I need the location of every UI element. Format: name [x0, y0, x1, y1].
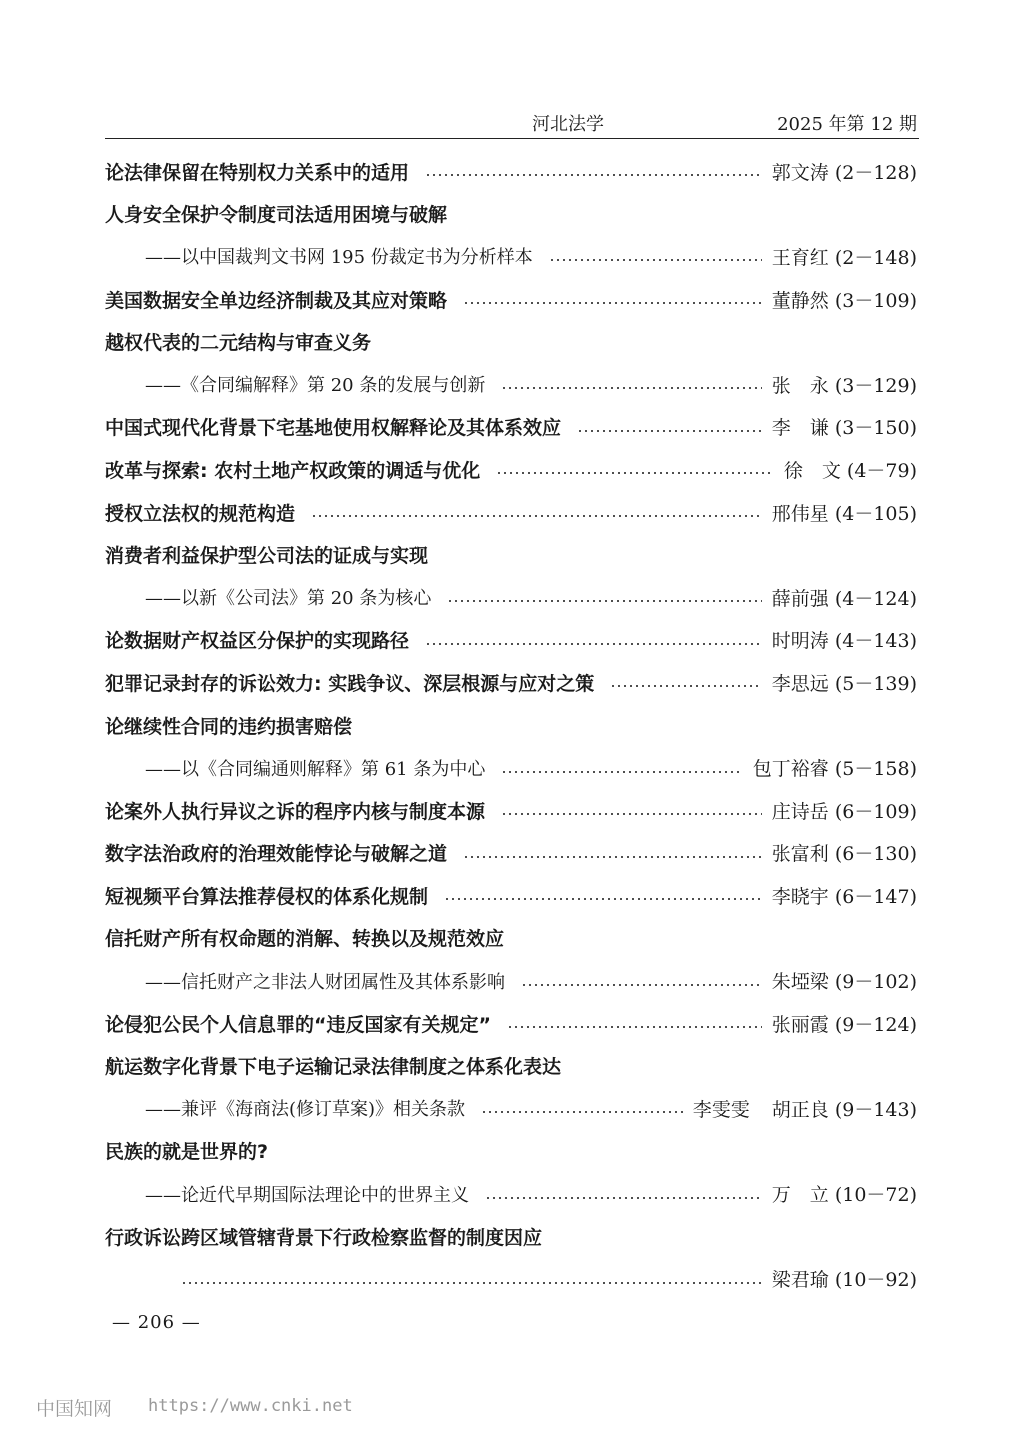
entry-issue-page: (3－129)	[834, 374, 917, 397]
entry-author: 胡正良	[771, 1098, 829, 1121]
toc-entry	[105, 1215, 917, 1258]
entry-author: 李思远	[771, 672, 829, 695]
toc-entry	[105, 150, 917, 193]
toc-entry	[105, 278, 917, 321]
toc-subtitle-entry	[105, 959, 917, 1002]
dot-leader	[481, 1111, 683, 1113]
entry-title: 美国数据安全单边经济制裁及其应对策略	[105, 289, 448, 312]
toc-entry	[105, 1044, 917, 1087]
entry-issue-page: (4－79)	[846, 459, 917, 482]
page-number: — 206 —	[112, 1312, 201, 1333]
entry-title: 论数据财产权益区分保护的实现路径	[105, 630, 410, 653]
toc-entry	[105, 193, 917, 236]
toc-entry	[105, 1130, 917, 1173]
toc-subtitle-entry	[105, 235, 917, 278]
entry-author: 张丽霞	[771, 1013, 829, 1036]
entry-title: 中国式现代化背景下宅基地使用权解释论及其体系效应	[105, 417, 562, 440]
dot-leader	[610, 685, 762, 687]
entry-issue-page: (4－143)	[834, 630, 917, 653]
dot-leader	[463, 856, 762, 858]
toc-entry	[105, 917, 917, 960]
dot-leader	[444, 898, 762, 900]
entry-title: 论法律保留在特别权力关系中的适用	[105, 161, 410, 184]
entry-title: ——信托财产之非法人财团属性及其体系影响	[145, 971, 505, 993]
entry-issue-page: (10－72)	[834, 1184, 917, 1207]
toc-subtitle-entry	[105, 1172, 917, 1215]
dot-leader	[311, 515, 762, 517]
entry-author: 万 立	[771, 1184, 829, 1207]
entry-issue-page: (4－105)	[834, 502, 917, 525]
entry-issue-page: (3－150)	[834, 417, 917, 440]
entry-issue-page: (9－143)	[834, 1098, 917, 1121]
toc-entry	[105, 320, 917, 363]
page-header	[105, 108, 919, 139]
toc-continuation-entry	[105, 1257, 917, 1300]
dot-leader	[501, 387, 761, 389]
toc-entry	[105, 661, 917, 704]
entry-title: 犯罪记录封存的诉讼效力: 实践争议、深层根源与应对之策	[105, 672, 595, 695]
entry-issue-page: (5－158)	[834, 758, 917, 781]
entry-title: 民族的就是世界的?	[105, 1141, 269, 1164]
entry-issue-page: (4－124)	[834, 587, 917, 610]
dot-leader	[507, 1026, 762, 1028]
dot-leader	[181, 1282, 762, 1284]
entry-issue-page: (6－147)	[834, 885, 917, 908]
entry-author: 李晓宇	[771, 885, 829, 908]
toc-entry	[105, 533, 917, 576]
entry-author: 庄诗岳	[771, 800, 829, 823]
entry-author: 包丁裕睿	[752, 758, 829, 781]
entry-title: 论继续性合同的违约损害赔偿	[105, 715, 353, 738]
entry-title: 信托财产所有权命题的消解、转换以及规范效应	[105, 928, 505, 951]
journal-title: 河北法学	[532, 114, 604, 135]
entry-author: 邢伟星	[771, 502, 829, 525]
entry-author: 徐 文	[783, 459, 841, 482]
entry-title: 越权代表的二元结构与审查义务	[105, 332, 372, 355]
dot-leader	[501, 771, 742, 773]
table-of-contents	[105, 150, 917, 1300]
entry-issue-page: (2－148)	[834, 246, 917, 269]
entry-issue-page: (5－139)	[834, 672, 917, 695]
entry-title: 论案外人执行异议之诉的程序内核与制度本源	[105, 800, 486, 823]
entry-coauthor: 李雯雯	[692, 1098, 750, 1121]
toc-entry	[105, 789, 917, 832]
dot-leader	[463, 302, 762, 304]
cnki-watermark: 中国知网	[36, 1398, 113, 1420]
dot-leader	[447, 600, 761, 602]
entry-author: 王育红	[771, 246, 829, 269]
entry-title: 改革与探索: 农村土地产权政策的调适与优化	[105, 459, 481, 482]
dot-leader	[521, 984, 762, 986]
entry-issue-page: (9－102)	[834, 971, 917, 994]
entry-title: ——以新《公司法》第 20 条为核心	[145, 588, 432, 610]
entry-author: 薛前强	[771, 587, 829, 610]
entry-issue-page: (10－92)	[834, 1269, 917, 1292]
entry-author: 李 谦	[771, 417, 829, 440]
entry-title: ——以《合同编通则解释》第 61 条为中心	[145, 758, 486, 780]
issue-label: 2025 年第 12 期	[777, 114, 917, 135]
entry-title: 消费者利益保护型公司法的证成与实现	[105, 545, 429, 568]
toc-entry	[105, 832, 917, 875]
entry-issue-page: (6－130)	[834, 843, 917, 866]
toc-entry	[105, 448, 917, 491]
toc-entry	[105, 704, 917, 747]
entry-title: ——《合同编解释》第 20 条的发展与创新	[145, 375, 486, 397]
dot-leader	[549, 259, 762, 261]
entry-author: 张 永	[771, 374, 829, 397]
toc-subtitle-entry	[105, 363, 917, 406]
toc-subtitle-entry	[105, 746, 917, 789]
cnki-url: https://www.cnki.net	[148, 1396, 353, 1416]
entry-title: 航运数字化背景下电子运输记录法律制度之体系化表达	[105, 1056, 562, 1079]
entry-title: ——论近代早期国际法理论中的世界主义	[145, 1184, 469, 1206]
entry-title: 行政诉讼跨区域管辖背景下行政检察监督的制度因应	[105, 1226, 543, 1249]
entry-title: ——兼评《海商法(修订草案)》相关条款	[145, 1099, 466, 1121]
entry-title: ——以中国裁判文书网 195 份裁定书为分析样本	[145, 247, 533, 269]
entry-author: 梁君瑜	[771, 1269, 829, 1292]
toc-subtitle-entry	[105, 1087, 917, 1130]
dot-leader	[485, 1197, 762, 1199]
dot-leader	[577, 430, 762, 432]
entry-author: 郭文涛	[771, 161, 829, 184]
toc-entry	[105, 491, 917, 534]
entry-issue-page: (2－128)	[834, 161, 917, 184]
dot-leader	[501, 813, 762, 815]
entry-author: 时明涛	[771, 630, 829, 653]
toc-entry	[105, 874, 917, 917]
dot-leader	[496, 472, 774, 474]
entry-author: 朱埡梁	[771, 971, 829, 994]
entry-issue-page: (3－109)	[834, 289, 917, 312]
dot-leader	[425, 174, 762, 176]
entry-issue-page: (6－109)	[834, 800, 917, 823]
entry-title: 短视频平台算法推荐侵权的体系化规制	[105, 885, 429, 908]
toc-entry	[105, 619, 917, 662]
toc-subtitle-entry	[105, 576, 917, 619]
entry-title: 人身安全保护令制度司法适用困境与破解	[105, 204, 448, 227]
dot-leader	[425, 643, 762, 645]
entry-author: 董静然	[771, 289, 829, 312]
entry-author: 张富利	[771, 843, 829, 866]
toc-entry	[105, 1002, 917, 1045]
entry-title: 授权立法权的规范构造	[105, 502, 296, 525]
entry-title: 论侵犯公民个人信息罪的“违反国家有关规定”	[105, 1013, 491, 1036]
toc-entry	[105, 406, 917, 449]
entry-title: 数字法治政府的治理效能悖论与破解之道	[105, 843, 448, 866]
entry-issue-page: (9－124)	[834, 1013, 917, 1036]
